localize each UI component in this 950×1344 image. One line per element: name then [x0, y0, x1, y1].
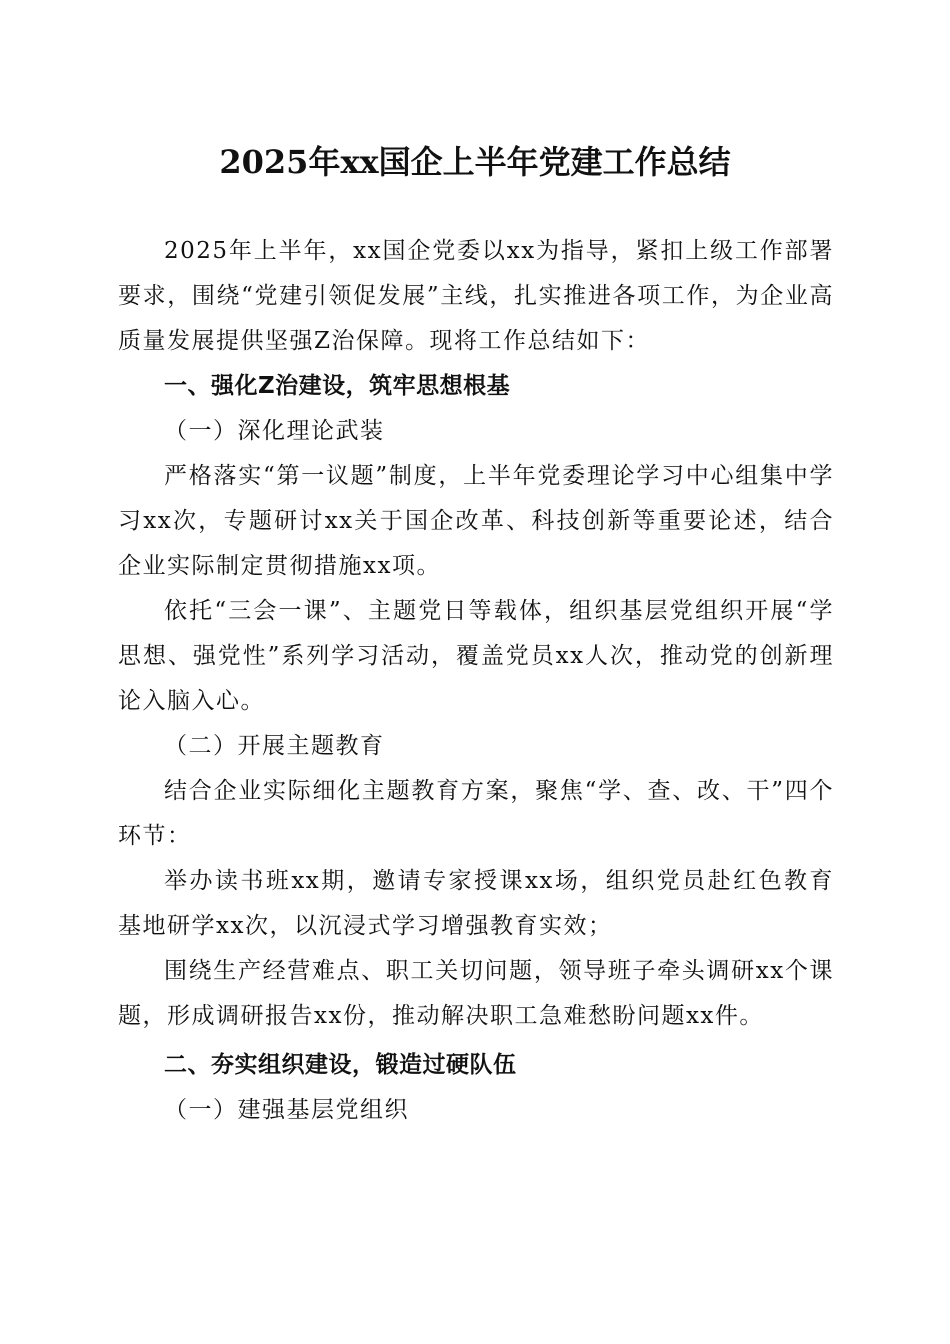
section-heading-1: 一、强化Z治建设，筑牢思想根基	[164, 373, 511, 399]
subsection-heading-1-1: （一）深化理论武装	[164, 418, 385, 444]
document-body	[118, 229, 834, 1133]
subsection-heading-1-2: （二）开展主题教育	[164, 733, 385, 759]
paragraph-1-2-c: 围绕生产经营难点、职工关切问题，领导班子牵头调研xx个课题，形成调研报告xx份，推动解决职工急难愁盼问题xx件。	[118, 958, 834, 1029]
paragraph-1-1-b: 依托“三会一课”、主题党日等载体，组织基层党组织开展“学思想、强党性”系列学习活动，覆盖党员xx人次，推动党的创新理论入脑入心。	[118, 598, 834, 714]
intro-paragraph: 2025年上半年，xx国企党委以xx为指导，紧扣上级工作部署要求，围绕“党建引领促发展”主线，扎实推进各项工作，为企业高质量发展提供坚强Z治保障。现将工作总结如下：	[118, 238, 834, 354]
subsection-heading-2-1: （一）建强基层党组织	[164, 1097, 409, 1123]
page-title: 2025年xx国企上半年党建工作总结	[219, 143, 731, 181]
paragraph-1-2-a: 结合企业实际细化主题教育方案，聚焦“学、查、改、干”四个环节：	[118, 778, 834, 849]
paragraph-1-2-b: 举办读书班xx期，邀请专家授课xx场，组织党员赴红色教育基地研学xx次，以沉浸式学习增强教育实效；	[118, 868, 834, 939]
paragraph-1-1-a: 严格落实“第一议题”制度，上半年党委理论学习中心组集中学习xx次，专题研讨xx关于国企改革、科技创新等重要论述，结合企业实际制定贯彻措施xx项。	[118, 463, 834, 579]
section-heading-2: 二、夯实组织建设，锻造过硬队伍	[164, 1052, 517, 1078]
